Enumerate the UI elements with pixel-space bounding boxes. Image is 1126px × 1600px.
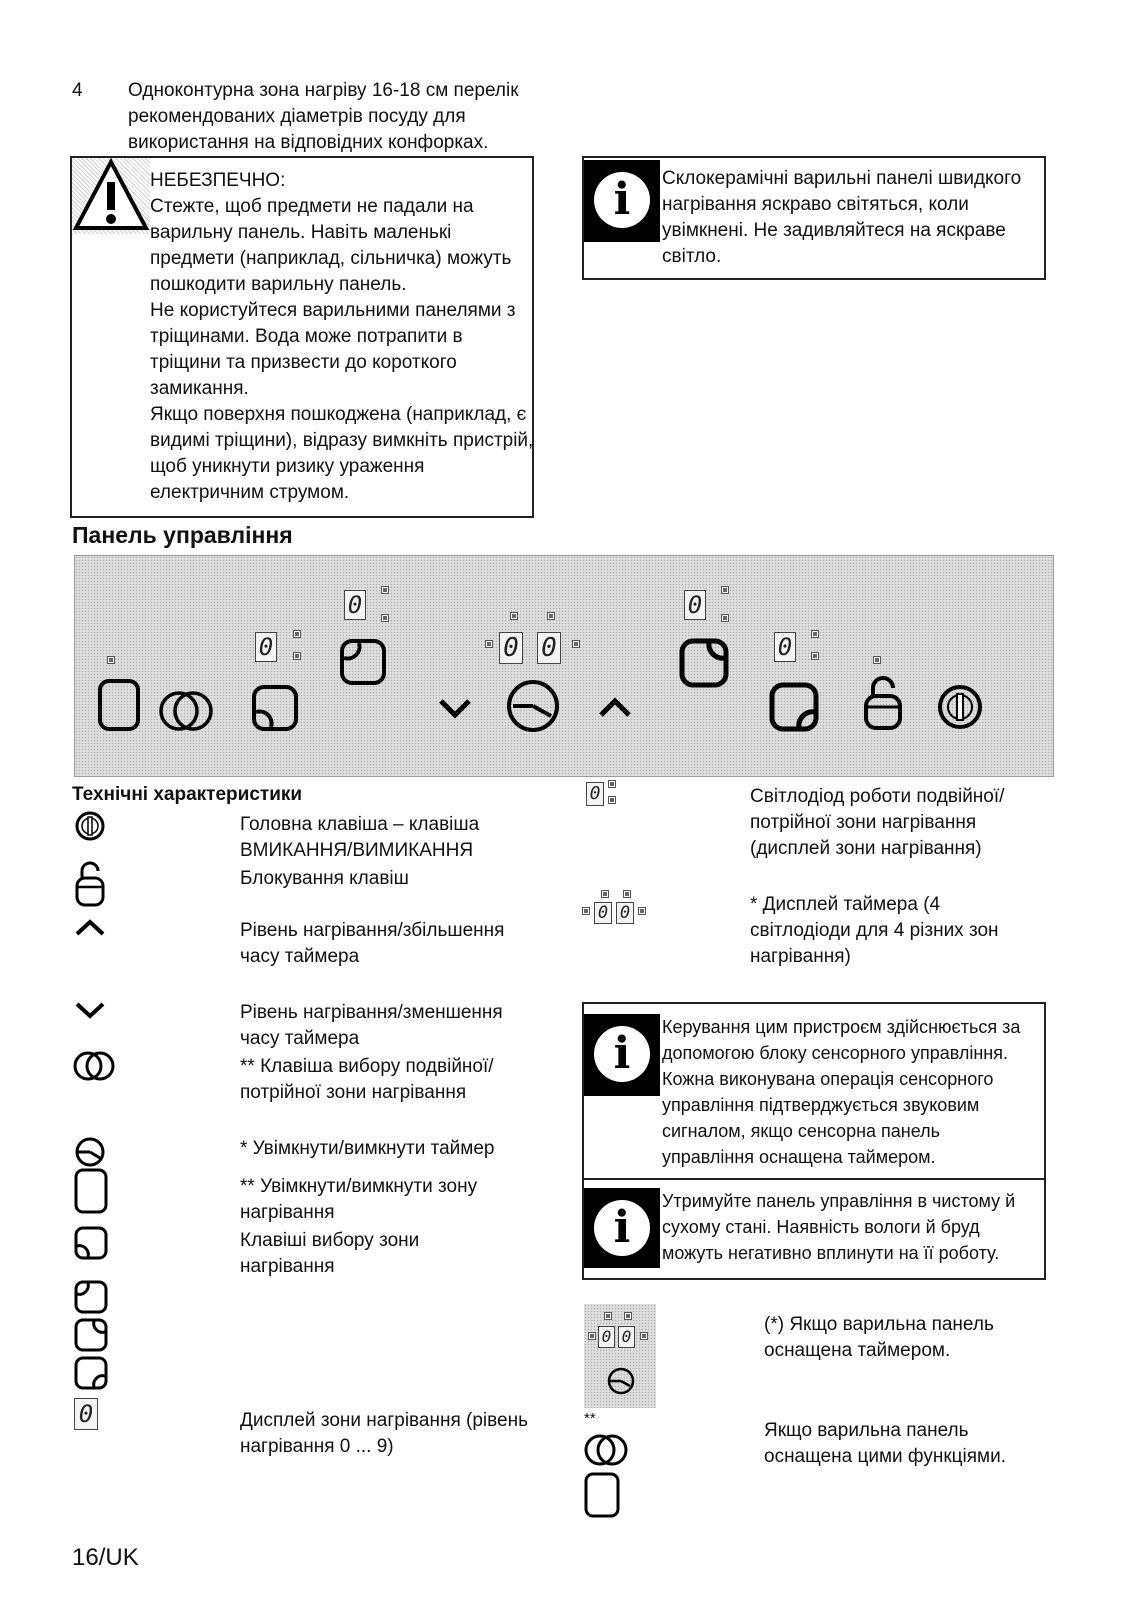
timer-display-desc: * Дисплей таймера (4 світлодіоди для 4 різних зон нагрівання) [750, 894, 999, 967]
lock-icon [74, 860, 106, 908]
timer-led [485, 640, 493, 648]
warning-line: Не користуйтеся варильними панелями з [150, 300, 516, 321]
warning-line: тріщини та призвести до короткого [150, 352, 457, 373]
chevron-down-icon [74, 1000, 106, 1020]
lock-desc: Блокування клавіш [240, 868, 409, 889]
zone-select-desc: Клавіші вибору зони нагрівання [240, 1230, 420, 1277]
info-box-glow [582, 156, 1046, 280]
warning-line: замикання. [150, 378, 249, 399]
info-line: допомогою блоку сенсорного управління. [662, 1043, 1008, 1063]
warning-line: видимі тріщини), відразу вимкніть пристрій, [150, 430, 534, 451]
lock-key[interactable] [863, 674, 903, 732]
timer-display-icon: 0 [598, 1326, 615, 1348]
warning-line: варильну панель. Навіть маленькі [150, 222, 452, 243]
info-line: сигналом, якщо сенсорна панель [662, 1121, 941, 1141]
zone-led [293, 652, 301, 660]
warning-icon-area [72, 158, 150, 234]
zone-led [811, 652, 819, 660]
info-line: сухому стані. Наявність вологи й бруд [662, 1217, 980, 1237]
info-line: можуть негативно вплинути на її роботу. [662, 1243, 1000, 1263]
info-line: Склокерамічні варильні панелі швидкого [662, 168, 1022, 189]
zone-display: 0 [255, 632, 277, 662]
zone-display: 0 [774, 632, 796, 662]
info-line: світло. [662, 246, 722, 267]
info-line: Кожна виконувана операція сенсорного [662, 1069, 994, 1089]
warning-line: Стежте, щоб предмети не падали на [150, 196, 474, 217]
timer-footnote: (*) Якщо варильна панель оснащена таймером. [764, 1314, 994, 1361]
zone-onoff-icon [584, 1472, 620, 1518]
warning-line: щоб уникнути ризику ураження [150, 456, 425, 477]
timer-icon [606, 1366, 636, 1396]
zone-onoff-key[interactable] [97, 678, 141, 732]
zone-onoff-icon [74, 1168, 108, 1214]
info-icon: i [584, 1014, 660, 1096]
timer-display-icon: 0 [616, 902, 634, 924]
zone-key-led [107, 656, 115, 664]
warning-line: предмети (наприклад, сільничка) можуть [150, 248, 512, 269]
warning-line: електричним струмом. [150, 482, 350, 503]
chevron-up-key[interactable] [597, 696, 633, 720]
zone-led [381, 614, 389, 622]
info-line: увімкнені. Не задивляйтеся на яскраве [662, 220, 1006, 241]
dual-led-display-icon: 0 [586, 782, 604, 806]
timer-led [604, 1312, 612, 1320]
timer-led [582, 907, 590, 915]
dual-zone-icon [72, 1050, 118, 1082]
zone-key-icon [74, 1226, 108, 1260]
zone-led [608, 796, 616, 804]
zone-display: 0 [684, 590, 706, 620]
timer-mini-panel [584, 1304, 656, 1408]
zone-select-key[interactable] [769, 682, 819, 732]
info-icon: i [584, 1188, 660, 1268]
timer-icon [74, 1136, 106, 1168]
functions-footnote: Якщо варильна панель оснащена цими функціями. [764, 1420, 1006, 1467]
timer-display: 0 [499, 632, 523, 664]
tech-heading: Технічні характеристики [72, 784, 303, 805]
info-line: управління оснащена таймером. [662, 1147, 936, 1167]
control-panel [74, 555, 1054, 777]
zone-select-key[interactable] [679, 638, 729, 688]
timer-led [624, 1312, 632, 1320]
timer-led [640, 1332, 648, 1340]
timer-led [623, 890, 631, 898]
zone-display: 0 [344, 590, 366, 620]
down-desc: Рівень нагрівання/зменшення часу таймера [240, 1002, 503, 1049]
page-number: 16/UK [72, 1544, 139, 1571]
info-line: Утримуйте панель управління в чистому й [662, 1191, 1016, 1211]
timer-key[interactable] [505, 678, 561, 734]
zone-select-key[interactable] [251, 684, 299, 732]
lock-led [873, 656, 881, 664]
power-icon [74, 810, 106, 842]
zone-key-icon [74, 1356, 108, 1390]
chevron-up-icon [74, 918, 106, 938]
dual-desc: ** Клавіша вибору подвійної/потрійної зони нагрівання [240, 1056, 494, 1103]
zone-key-icon [74, 1280, 108, 1314]
zone-led [608, 780, 616, 788]
zone-select-key[interactable] [339, 638, 387, 686]
zone-led [381, 586, 389, 594]
double-star-mark: ** [584, 1410, 596, 1427]
chevron-down-key[interactable] [437, 696, 473, 720]
info-line: нагрівання яскраво світяться, коли [662, 194, 969, 215]
zone-led [811, 630, 819, 638]
timer-display-icon: 0 [594, 902, 612, 924]
warning-title: НЕБЕЗПЕЧНО: [150, 170, 286, 191]
zone-led [721, 586, 729, 594]
timer-led [588, 1332, 596, 1340]
timer-led [638, 907, 646, 915]
note-text: Одноконтурна зона нагріву 16-18 см перелік рекомендованих діаметрів посуду для використання на відповідних конфорках. [128, 80, 519, 153]
timer-desc: * Увімкнути/вимкнути таймер [240, 1138, 495, 1159]
main-key-desc: Головна клавіша – клавіша ВМИКАННЯ/ВИМИКАННЯ [240, 814, 480, 861]
zone-led [293, 630, 301, 638]
info-line: Керування цим пристроєм здійснюється за [662, 1017, 1021, 1037]
warning-line: тріщинами. Вода може потрапити в [150, 326, 463, 347]
power-key[interactable] [937, 684, 983, 730]
info-line: управління підтверджується звуковим [662, 1095, 980, 1115]
warning-box [70, 156, 534, 518]
timer-led [572, 640, 580, 648]
zone-display-desc: Дисплей зони нагрівання (рівень нагрівання 0 ... 9) [240, 1410, 528, 1457]
timer-led [601, 890, 609, 898]
dual-led-desc: Світлодіод роботи подвійної/потрійної зони нагрівання (дисплей зони нагрівання) [750, 786, 1005, 859]
zone-led [721, 614, 729, 622]
timer-display: 0 [537, 632, 561, 664]
dual-zone-icon [584, 1432, 630, 1468]
zone-key-icon [74, 1318, 108, 1352]
zone-display-icon: 0 [74, 1398, 98, 1430]
timer-led [547, 612, 555, 620]
warning-line: пошкодити варильну панель. [150, 274, 407, 295]
note-number: 4 [72, 80, 83, 101]
divider [584, 1178, 1044, 1180]
warning-triangle-icon [72, 158, 150, 234]
zone-onoff-desc: ** Увімкнути/вимкнути зону нагрівання [240, 1176, 478, 1223]
up-desc: Рівень нагрівання/збільшення часу таймера [240, 920, 505, 967]
info-box-touch [582, 1002, 1046, 1280]
timer-display-icon: 0 [618, 1326, 635, 1348]
info-icon: i [584, 160, 660, 242]
timer-led [510, 612, 518, 620]
warning-line: Якщо поверхня пошкоджена (наприклад, є [150, 404, 527, 425]
dual-zone-key[interactable] [157, 689, 217, 733]
panel-heading: Панель управління [72, 522, 293, 548]
